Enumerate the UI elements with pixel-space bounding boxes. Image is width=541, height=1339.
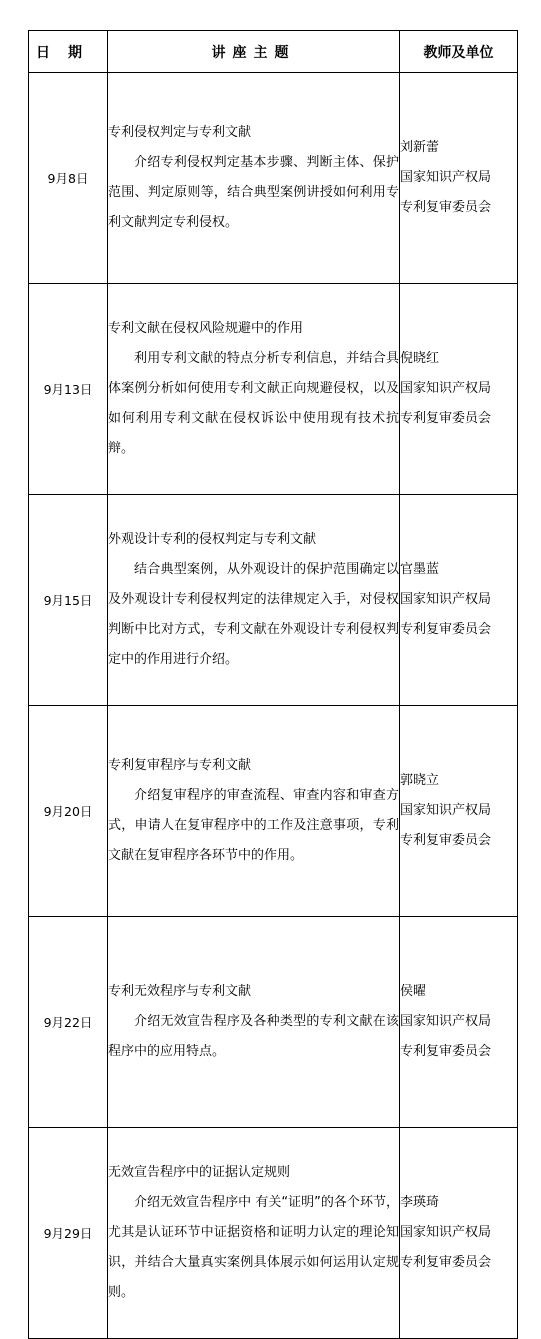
header-topic: 讲座主题 <box>108 31 400 73</box>
teacher-dept: 专利复审委员会 <box>400 1044 492 1059</box>
topic-title: 专利侵权判定与专利文献 <box>108 125 252 140</box>
date-cell: 9月22日 <box>29 917 108 1128</box>
teacher-org: 国家知识产权局 <box>400 381 492 396</box>
teacher-cell <box>400 73 518 284</box>
teacher-org: 国家知识产权局 <box>400 592 492 607</box>
table-row <box>29 495 518 706</box>
teacher-org: 国家知识产权局 <box>400 170 492 185</box>
teacher-cell <box>400 495 518 706</box>
topic-title: 专利文献在侵权风险规避中的作用 <box>108 321 304 336</box>
teacher-name: 官墨蓝 <box>400 562 440 577</box>
teacher-org: 国家知识产权局 <box>400 803 492 818</box>
date-cell: 9月13日 <box>29 284 108 495</box>
header-teacher: 教师及单位 <box>400 31 518 73</box>
topic-cell <box>108 284 400 495</box>
table-header <box>29 31 518 73</box>
teacher-name: 郭晓立 <box>400 773 440 788</box>
teacher-dept: 专利复审委员会 <box>400 622 492 637</box>
teacher-dept: 专利复审委员会 <box>400 1255 492 1270</box>
teacher-org: 国家知识产权局 <box>400 1225 492 1240</box>
teacher-dept: 专利复审委员会 <box>400 833 492 848</box>
topic-description: 介绍无效宣告程序及各种类型的专利文献在该程序中的应用特点。 <box>108 1014 399 1059</box>
teacher-name: 侯曜 <box>400 984 427 999</box>
topic-description: 结合典型案例，从外观设计的保护范围确定以及外观设计专利侵权判定的法律规定入手，对侵权判断中比对方式，专利文献在外观设计专利侵权判定中的作用进行介绍。 <box>108 562 399 667</box>
teacher-cell <box>400 917 518 1128</box>
topic-cell <box>108 706 400 917</box>
topic-cell <box>108 917 400 1128</box>
topic-title: 专利复审程序与专利文献 <box>108 758 252 773</box>
table-row <box>29 1128 518 1339</box>
topic-cell <box>108 73 400 284</box>
topic-description: 介绍无效宣告程序中 有关“证明”的各个环节，尤其是认证环节中证据资格和证明力认定的理论知识，并结合大量真实案例具体展示如何运用认定规则。 <box>108 1195 399 1300</box>
table-row <box>29 284 518 495</box>
teacher-dept: 专利复审委员会 <box>400 411 492 426</box>
date-cell: 9月29日 <box>29 1128 108 1339</box>
table-row <box>29 706 518 917</box>
table-row <box>29 73 518 284</box>
teacher-dept: 专利复审委员会 <box>400 200 492 215</box>
date-cell: 9月20日 <box>29 706 108 917</box>
topic-cell <box>108 495 400 706</box>
table-row <box>29 917 518 1128</box>
topic-title: 专利无效程序与专利文献 <box>108 984 252 999</box>
header-date: 日期 <box>29 31 108 73</box>
date-cell: 9月8日 <box>29 73 108 284</box>
date-cell: 9月15日 <box>29 495 108 706</box>
topic-cell <box>108 1128 400 1339</box>
teacher-cell <box>400 284 518 495</box>
topic-title: 外观设计专利的侵权判定与专利文献 <box>108 532 317 547</box>
teacher-name: 倪晓红 <box>400 351 440 366</box>
lecture-schedule-table <box>28 30 518 1339</box>
header-row <box>29 31 518 73</box>
topic-title: 无效宣告程序中的证据认定规则 <box>108 1165 291 1180</box>
topic-description: 利用专利文献的特点分析专利信息，并结合具体案例分析如何使用专利文献正向规避侵权，以及如何利用专利文献在侵权诉讼中使用现有技术抗辩。 <box>108 351 399 456</box>
teacher-name: 李瑛琦 <box>400 1195 440 1210</box>
table-body <box>29 73 518 1339</box>
topic-description: 介绍专利侵权判定基本步骤、判断主体、保护范围、判定原则等，结合典型案例讲授如何利用专利文献判定专利侵权。 <box>108 155 399 230</box>
teacher-cell <box>400 706 518 917</box>
topic-description: 介绍复审程序的审查流程、审查内容和审查方式，申请人在复审程序中的工作及注意事项，专利文献在复审程序各环节中的作用。 <box>108 788 399 863</box>
teacher-name: 刘新蕾 <box>400 140 440 155</box>
teacher-cell <box>400 1128 518 1339</box>
teacher-org: 国家知识产权局 <box>400 1014 492 1029</box>
